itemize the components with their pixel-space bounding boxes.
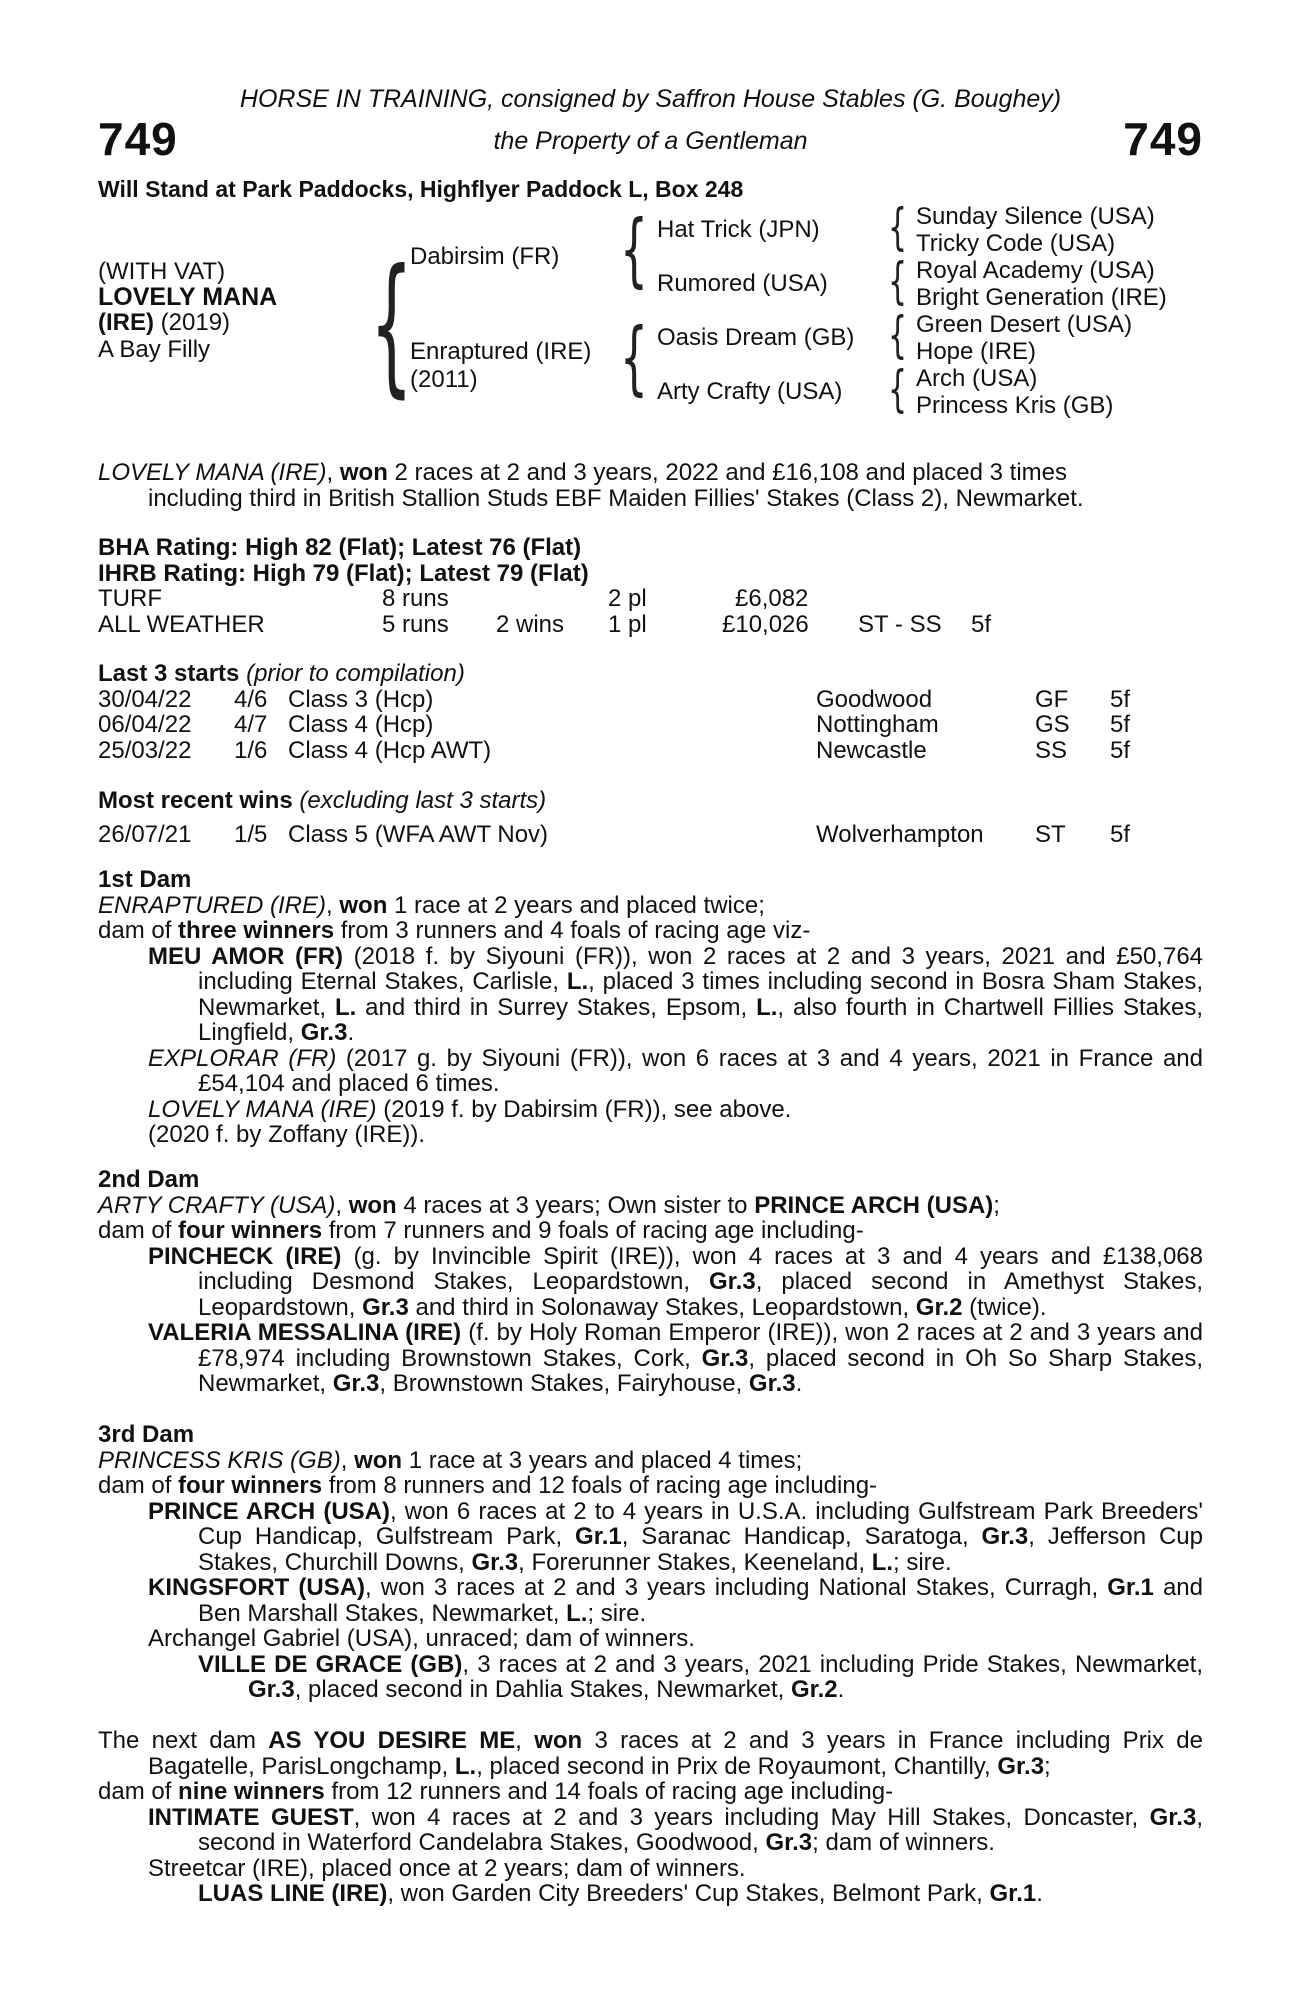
race-class: Class 4 (Hcp AWT) [288, 736, 492, 764]
produce-entry [98, 1046, 1203, 1097]
placed: 2 pl [608, 585, 647, 612]
produce-text: , placed 3 times including second in Bosra Sham Stakes, Newmarket, [198, 968, 1203, 1021]
last3-title: Last 3 starts [98, 660, 240, 687]
next-dam-record [98, 1728, 1203, 1779]
produce-text: ; sire. [587, 1599, 647, 1627]
granddam-1: Tricky Code (USA) [916, 230, 1116, 257]
wins: 2 wins [496, 610, 565, 638]
start-row [98, 712, 1203, 738]
produce-name: VALERIA MESSALINA (IRE) [148, 1319, 462, 1346]
dam-record: ; [993, 1191, 1000, 1219]
group-mark: Gr.3 [997, 1752, 1045, 1780]
dam-record: 1 race at 2 years and placed twice; [387, 891, 765, 919]
group-mark: Gr.1 [989, 1880, 1037, 1907]
position: 4/7 [234, 711, 268, 738]
position: 4/6 [234, 685, 268, 713]
date: 06/04/22 [98, 711, 192, 738]
race-class: Class 5 (WFA AWT Nov) [288, 820, 549, 848]
winners-count: four winners [178, 1472, 323, 1499]
produce-text: (twice). [962, 1293, 1047, 1321]
brace-g4: { [888, 360, 908, 418]
listed-mark: L. [454, 1752, 477, 1780]
produce-name: LOVELY MANA (IRE) [148, 1095, 377, 1123]
position: 1/5 [234, 820, 268, 848]
produce-text: and Ben Marshall Stakes, Newmarket, [198, 1574, 1203, 1627]
produce-entry [98, 1097, 1203, 1123]
produce-text: . [347, 1019, 355, 1046]
brace-g3: { [888, 306, 908, 364]
group-mark: Gr.3 [701, 1344, 749, 1372]
last3-note: (prior to compilation) [239, 660, 465, 687]
produce-entry [98, 1881, 1203, 1907]
produce-text: from 8 runners and 12 foals of racing age including- [322, 1472, 878, 1499]
race-class: Class 4 (Hcp) [288, 711, 434, 738]
produce-text: , second in Waterford Candelabra Stakes, Goodwood, [198, 1803, 1203, 1856]
group-mark: Gr.1 [575, 1523, 622, 1550]
produce-entry [98, 1244, 1203, 1321]
produce-text: dam of [98, 917, 179, 944]
produce-text: , Forerunner Stakes, Keeneland, [518, 1548, 872, 1576]
dam-record: 1 race at 3 years and placed 4 times; [402, 1446, 803, 1474]
produce-text: (2018 f. by Siyouni (FR)), won 2 races at 2 and 3 years, 2021 and £50,764 including Eternal Stakes, Carlisle, [198, 942, 1204, 995]
distance: 5f [1110, 711, 1131, 738]
dam-sire: Oasis Dream (GB) [657, 324, 855, 351]
produce-text: from 12 runners and 14 foals of racing age including- [324, 1778, 894, 1805]
record-text: 3 races at 2 and 3 years in France including Prix de Bagatelle, ParisLongchamp, [148, 1727, 1203, 1780]
date: 25/03/22 [98, 736, 192, 764]
position: 1/6 [234, 736, 268, 764]
listed-mark: L. [871, 1548, 894, 1576]
listed-mark: L. [566, 1599, 588, 1627]
surface: TURF [98, 585, 162, 612]
produce-text: (g. by Invincible Spirit (IRE)), won 4 races at 3 and 4 years and £138,068 including Desmond Stakes, Leopardstown, [198, 1242, 1203, 1295]
produce-name: INTIMATE GUEST [148, 1803, 354, 1831]
produce-entry [98, 944, 1203, 1046]
produce-text: , Saranac Handicap, Saratoga, [621, 1523, 982, 1550]
course: Newcastle [816, 736, 927, 764]
distance: 5f [1110, 685, 1131, 713]
distance: 5f [1110, 820, 1131, 848]
summary-won: won [339, 459, 388, 486]
group-mark: Gr.3 [1149, 1803, 1197, 1831]
lot-number-right: 749 [1123, 113, 1203, 165]
produce-entry [98, 1652, 1203, 1703]
produce-text: , placed second in Amethyst Stakes, Leopardstown, [198, 1268, 1203, 1321]
produce-entry [98, 1499, 1203, 1576]
dam-name: AS YOU DESIRE ME [268, 1727, 516, 1754]
most-recent-wins [98, 788, 1203, 847]
produce-entry [98, 1575, 1203, 1626]
produce-text: , won Garden City Breeders' Cup Stakes, Belmont Park, [387, 1880, 990, 1907]
date: 26/07/21 [98, 820, 192, 848]
produce-text: from 3 runners and 4 foals of racing age viz- [334, 917, 811, 944]
record-text: , [515, 1727, 535, 1754]
produce-text: dam of [98, 1217, 179, 1244]
granddam-4: Princess Kris (GB) [916, 392, 1114, 419]
race-class: Class 3 (Hcp) [288, 685, 434, 713]
course: Nottingham [816, 711, 939, 738]
produce-text: and third in Surrey Stakes, Epsom, [356, 993, 757, 1021]
won-label: won [534, 1727, 583, 1754]
race-summary: LOVELY MANA (IRE), won 2 races at 2 and 3 years, 2022 and £16,108 and placed 3 times including third in British Stallion Studs EBF Maiden Fillies' Stakes (Class 2), Newmarket. [98, 460, 1203, 511]
placed: 1 pl [608, 610, 647, 638]
group-mark: Gr.3 [709, 1268, 756, 1295]
going: ST [1035, 820, 1066, 848]
produce-name: LUAS LINE (IRE) [198, 1880, 388, 1907]
dam-record: 4 races at 3 years; Own sister to [396, 1191, 755, 1219]
produce-text: , won 4 races at 2 and 3 years including May Hill Stakes, Doncaster, [353, 1803, 1150, 1831]
runs: 8 runs [382, 585, 449, 612]
group-mark: Gr.3 [765, 1829, 813, 1856]
dam-year: (2011) [410, 366, 478, 393]
bha-rating: BHA Rating: High 82 (Flat); Latest 76 (Flat) [98, 534, 582, 561]
date: 30/04/22 [98, 685, 192, 713]
lot-number-left: 749 [98, 113, 178, 165]
section-title: 2nd Dam [98, 1166, 200, 1193]
group-mark: Gr.2 [790, 1676, 838, 1703]
record-text: The next dam [98, 1727, 269, 1754]
dam: Enraptured (IRE) [410, 338, 592, 365]
going: SS [1035, 736, 1068, 764]
horse-description: A Bay Filly [98, 336, 211, 363]
third-dam-section: 3rd Dam PRINCESS KRIS (GB), won 1 race at 3 years and placed 4 times; dam of four winners from 8 runners and 12 foals of racing age including- PRINCE ARCH (USA), won 6 races at 2 to 4 years in U.S.A. including Gulfstream Park Breeders' Cup Handicap, Gulfstream Park, Gr.1, Saranac Handicap, Saratoga, Gr.3, Jefferson Cup Stakes, Churchill Downs, Gr.3, Forerunner Stakes, Keeneland, L.; sire. KINGSFORT (USA), won 3 races at 2 and 3 years including National Stakes, Curragh, Gr.1 and Ben Marshall Stakes, Newmarket, L.; sire. Archangel Gabriel (USA), unraced; dam of winners. VILLE DE GRACE (GB), 3 races at 2 and 3 years, 2021 including Pride Stakes, Newmarket, Gr.3, placed second in Dahlia Stakes, Newmarket, Gr.2. [98, 1421, 1204, 1703]
produce-name: PRINCE ARCH (USA) [148, 1497, 390, 1525]
grandsire-2: Royal Academy (USA) [916, 257, 1155, 284]
pedigree-brace-dam: { [620, 311, 648, 404]
surface: ALL WEATHER [98, 610, 265, 638]
summary-text: 2 races at 2 and 3 years, 2022 and £16,108 and placed 3 times [387, 459, 1068, 486]
group-mark: Gr.3 [471, 1548, 519, 1576]
first-dam-section: 1st Dam ENRAPTURED (IRE), won 1 race at 2 years and placed twice; dam of three winners from 3 runners and 4 foals of racing age viz- MEU AMOR (FR) (2018 f. by Siyouni (FR)), won 2 races at 2 and 3 years, 2021 and £50,764 including Eternal Stakes, Carlisle, L., placed 3 times including second in Bosra Sham Stakes, Newmarket, L. and third in Surrey Stakes, Epsom, L., also fourth in Chartwell Fillies Stakes, Lingfield, Gr.3. EXPLORAR (FR) (2017 g. by Siyouni (FR)), won 6 races at 3 and 4 years, 2021 in France and £54,104 and placed 6 times. LOVELY MANA (IRE) (2019 f. by Dabirsim (FR)), see above. (2020 f. by Zoffany (IRE)). [98, 866, 1204, 1148]
horse-country: (IRE) [98, 309, 154, 336]
won-label: won [348, 1191, 397, 1219]
listed-mark: L. [756, 993, 778, 1021]
consignment-line: HORSE IN TRAINING, consigned by Saffron House Stables (G. Boughey) [239, 85, 1062, 113]
summary-horse: LOVELY MANA (IRE) [98, 459, 327, 486]
granddam-3: Hope (IRE) [916, 338, 1037, 365]
section-title: 1st Dam [98, 866, 192, 893]
produce-text: , won 6 races at 2 to 4 years in U.S.A. including Gulfstream Park Breeders' Cup Handicap, Gulfstream Park, [198, 1497, 1204, 1550]
last-3-starts [98, 661, 1203, 763]
summary-line2: including third in British Stallion Studs EBF Maiden Fillies' Stakes (Class 2), Newmarket. [148, 484, 1084, 512]
produce-entry [98, 1320, 1203, 1397]
produce-entry: Streetcar (IRE), placed once at 2 years; dam of winners. [148, 1854, 746, 1882]
produce-text: . [1036, 1880, 1043, 1907]
listed-mark: L. [334, 993, 357, 1021]
earnings: £10,026 [722, 610, 809, 638]
group-mark: Gr.3 [981, 1523, 1029, 1550]
produce-entry: Archangel Gabriel (USA), unraced; dam of winners. [148, 1625, 695, 1652]
produce-text: from 7 runners and 9 foals of racing age including- [322, 1217, 864, 1244]
produce-text: dam of [98, 1472, 179, 1499]
horse-name: LOVELY MANA [98, 283, 278, 311]
group-mark: Gr.3 [248, 1676, 295, 1703]
group-mark: Gr.3 [362, 1293, 409, 1321]
produce-text: ; sire. [893, 1548, 952, 1576]
produce-text: , also fourth in Chartwell Fillies Stakes, Lingfield, [198, 993, 1203, 1046]
ratings-block [98, 535, 1203, 637]
vat-note: (WITH VAT) [98, 258, 226, 285]
group-mark: Gr.3 [332, 1370, 380, 1397]
winners-count: three winners [178, 917, 335, 944]
produce-text: , placed second in Dahlia Stakes, Newmarket, [294, 1676, 791, 1703]
sire-dam: Rumored (USA) [657, 270, 828, 297]
next-dam-section [98, 1728, 1203, 1907]
dam-name: PRINCESS KRIS (GB) [98, 1446, 341, 1474]
ihrb-rating: IHRB Rating: High 79 (Flat); Latest 79 (Flat) [98, 559, 589, 587]
distance: 5f [1110, 736, 1131, 764]
produce-name: KINGSFORT (USA) [148, 1574, 366, 1601]
group-mark: Gr.3 [748, 1370, 796, 1397]
grandsire-4: Arch (USA) [916, 365, 1038, 392]
produce-text: , 3 races at 2 and 3 years, 2021 including Pride Stakes, Newmarket, [462, 1650, 1204, 1678]
horse-year: (2019) [154, 309, 231, 336]
brace-g2: { [888, 252, 908, 310]
going: ST - SS [858, 610, 942, 638]
going: GF [1035, 685, 1069, 713]
stand-location: Will Stand at Park Paddocks, Highflyer Paddock L, Box 248 [98, 176, 744, 202]
produce-text: , placed second in Oh So Sharp Stakes, Newmarket, [198, 1344, 1203, 1397]
start-row [98, 738, 1203, 764]
won-label: won [354, 1446, 403, 1474]
pedigree-brace-main: { [370, 238, 413, 412]
dam-name: ENRAPTURED (IRE) [98, 891, 327, 919]
distance: 5f [971, 610, 992, 638]
produce-name: EXPLORAR (FR) [148, 1044, 337, 1072]
produce-name: MEU AMOR (FR) [148, 942, 344, 970]
recent-note: (excluding last 3 starts) [292, 787, 547, 814]
granddam-2: Bright Generation (IRE) [916, 284, 1167, 311]
earnings: £6,082 [735, 585, 809, 612]
grandsire-3: Green Desert (USA) [916, 311, 1133, 338]
horse-suffix [98, 309, 230, 337]
recent-title: Most recent wins [98, 787, 293, 814]
winners-count: nine winners [178, 1778, 325, 1805]
produce-name: PINCHECK (IRE) [148, 1242, 342, 1270]
course: Wolverhampton [816, 820, 984, 848]
produce-text: and third in Solonaway Stakes, Leopardstown, [408, 1293, 916, 1321]
produce-name: VILLE DE GRACE (GB) [198, 1650, 463, 1678]
produce-text: . [795, 1370, 803, 1397]
section-title: 3rd Dam [98, 1421, 195, 1448]
group-mark: Gr.1 [1107, 1574, 1154, 1601]
produce-text: (2017 g. by Siyouni (FR)), won 6 races at 3 and 4 years, 2021 in France and £54,104 and placed 6 times. [198, 1044, 1203, 1097]
produce-text: . [837, 1676, 845, 1703]
produce-text: (2019 f. by Dabirsim (FR)), see above. [376, 1095, 792, 1123]
won-label: won [339, 891, 388, 919]
second-dam-section: 2nd Dam ARTY CRAFTY (USA), won 4 races at 3 years; Own sister to PRINCE ARCH (USA); dam of four winners from 7 runners and 9 foals of racing age including- PINCHECK (IRE) (g. by Invincible Spirit (IRE)), won 4 races at 3 and 4 years and £138,068 including Desmond Stakes, Leopardstown, Gr.3, placed second in Amethyst Stakes, Leopardstown, Gr.3 and third in Solonaway Stakes, Leopardstown, Gr.2 (twice). VALERIA MESSALINA (IRE) (f. by Holy Roman Emperor (IRE)), won 2 races at 2 and 3 years and £78,974 including Brownstown Stakes, Cork, Gr.3, placed second in Oh So Sharp Stakes, Newmarket, Gr.3, Brownstown Stakes, Fairyhouse, Gr.3. [98, 1166, 1203, 1397]
property-line: the Property of a Gentleman [493, 127, 808, 155]
sire-sire: Hat Trick (JPN) [657, 216, 820, 243]
produce-entry: (2020 f. by Zoffany (IRE)). [148, 1121, 425, 1148]
listed-mark: L. [566, 968, 589, 995]
winners-count: four winners [178, 1217, 323, 1244]
turf-row [98, 586, 1203, 612]
produce-entry [98, 1805, 1203, 1856]
runs: 5 runs [382, 610, 449, 638]
group-mark: Gr.2 [915, 1293, 963, 1321]
aw-row [98, 612, 1203, 638]
brace-g1: { [888, 198, 908, 256]
group-mark: Gr.3 [300, 1019, 348, 1046]
record-text: , placed second in Prix de Royaumont, Chantilly, [476, 1752, 998, 1780]
sire: Dabirsim (FR) [410, 243, 560, 270]
produce-text: , Brownstown Stakes, Fairyhouse, [379, 1370, 749, 1397]
dam-name: ARTY CRAFTY (USA) [98, 1191, 336, 1219]
produce-text: (f. by Holy Roman Emperor (IRE)), won 2 races at 2 and 3 years and £78,974 including Brownstown Stakes, Cork, [198, 1319, 1203, 1372]
sibling-name: PRINCE ARCH (USA) [754, 1191, 994, 1219]
record-text: ; [1044, 1752, 1051, 1780]
going: GS [1035, 711, 1070, 738]
produce-text: dam of [98, 1778, 179, 1805]
produce-text: , won 3 races at 2 and 3 years including National Stakes, Curragh, [365, 1574, 1108, 1601]
win-row [98, 822, 1203, 848]
pedigree-brace-sire: { [620, 203, 648, 296]
grandsire-1: Sunday Silence (USA) [916, 203, 1155, 230]
produce-text: , Jefferson Cup Stakes, Churchill Downs, [198, 1523, 1203, 1576]
produce-text: ; dam of winners. [812, 1829, 995, 1856]
dam-dam: Arty Crafty (USA) [657, 378, 843, 405]
start-row [98, 687, 1203, 713]
course: Goodwood [816, 685, 933, 713]
